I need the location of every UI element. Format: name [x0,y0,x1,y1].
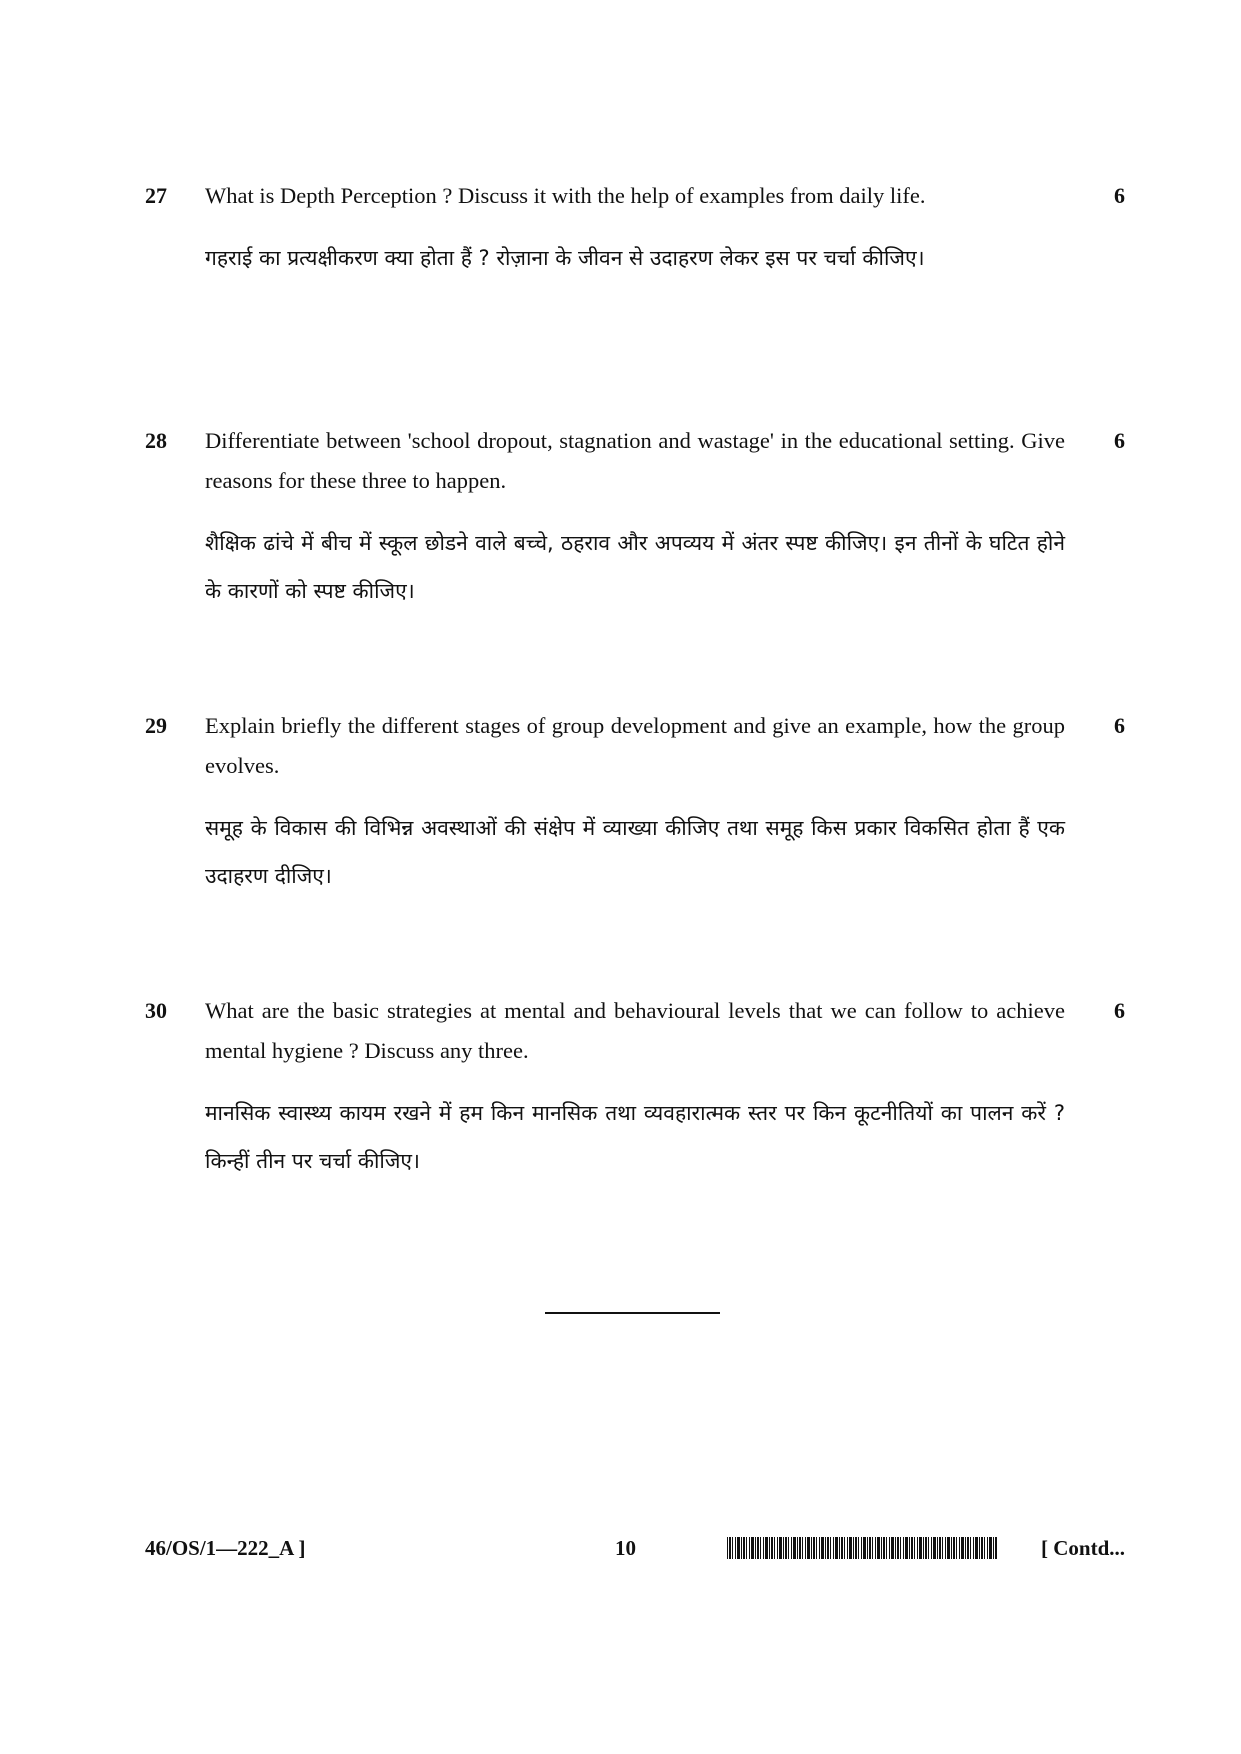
question-text-english: What is Depth Perception ? Discuss it with the help of examples from daily life. [205,183,926,208]
continued-label: [ Contd... [1040,1536,1125,1560]
page-number: 10 [615,1536,636,1560]
page-footer [145,1530,1125,1566]
question-marks: 6 [1114,998,1125,1023]
question-text-english: Explain briefly the different stages of group development and give an example, how the group evolves. [205,713,1065,778]
question-29 [145,706,1125,900]
question-marks: 6 [1114,428,1125,453]
question-marks: 6 [1114,183,1125,208]
question-marks: 6 [1114,713,1125,738]
paper-code: 46/OS/1—222_A ] [145,1536,306,1560]
question-text-hindi: गहराई का प्रत्यक्षीकरण क्या होता हैं ? रोज़ाना के जीवन से उदाहरण लेकर इस पर चर्चा कीजिए। [205,246,925,270]
question-number: 30 [145,998,167,1023]
question-27 [145,176,1125,282]
barcode-icon [727,1537,997,1559]
end-of-section-rule [545,1312,720,1314]
question-text-hindi: शैक्षिक ढांचे में बीच में स्कूल छोडने वाले बच्चे, ठहराव और अपव्यय में अंतर स्पष्ट कीजिए। इन तीनों के घटित होने के कारणों को स्पष्ट कीजिए। [205,531,1065,603]
question-text-hindi: मानसिक स्वास्थ्य कायम रखने में हम किन मानसिक तथा व्यवहारात्मक स्तर पर किन कूटनीतियों का पालन करें ? किन्हीं तीन पर चर्चा कीजिए। [205,1101,1065,1173]
question-28 [145,421,1125,615]
question-text-hindi: समूह के विकास की विभिन्न अवस्थाओं की संक्षेप में व्याख्या कीजिए तथा समूह किस प्रकार विकसित होता हैं एक उदाहरण दीजिए। [205,816,1065,888]
question-text-english: Differentiate between 'school dropout, stagnation and wastage' in the educational setting. Give reasons for these three to happen. [205,428,1065,493]
question-number: 29 [145,713,167,738]
question-30 [145,991,1125,1185]
question-number: 27 [145,183,167,208]
question-text-english: What are the basic strategies at mental and behavioural levels that we can follow to achieve mental hygiene ? Discuss any three. [205,998,1065,1063]
question-number: 28 [145,428,167,453]
